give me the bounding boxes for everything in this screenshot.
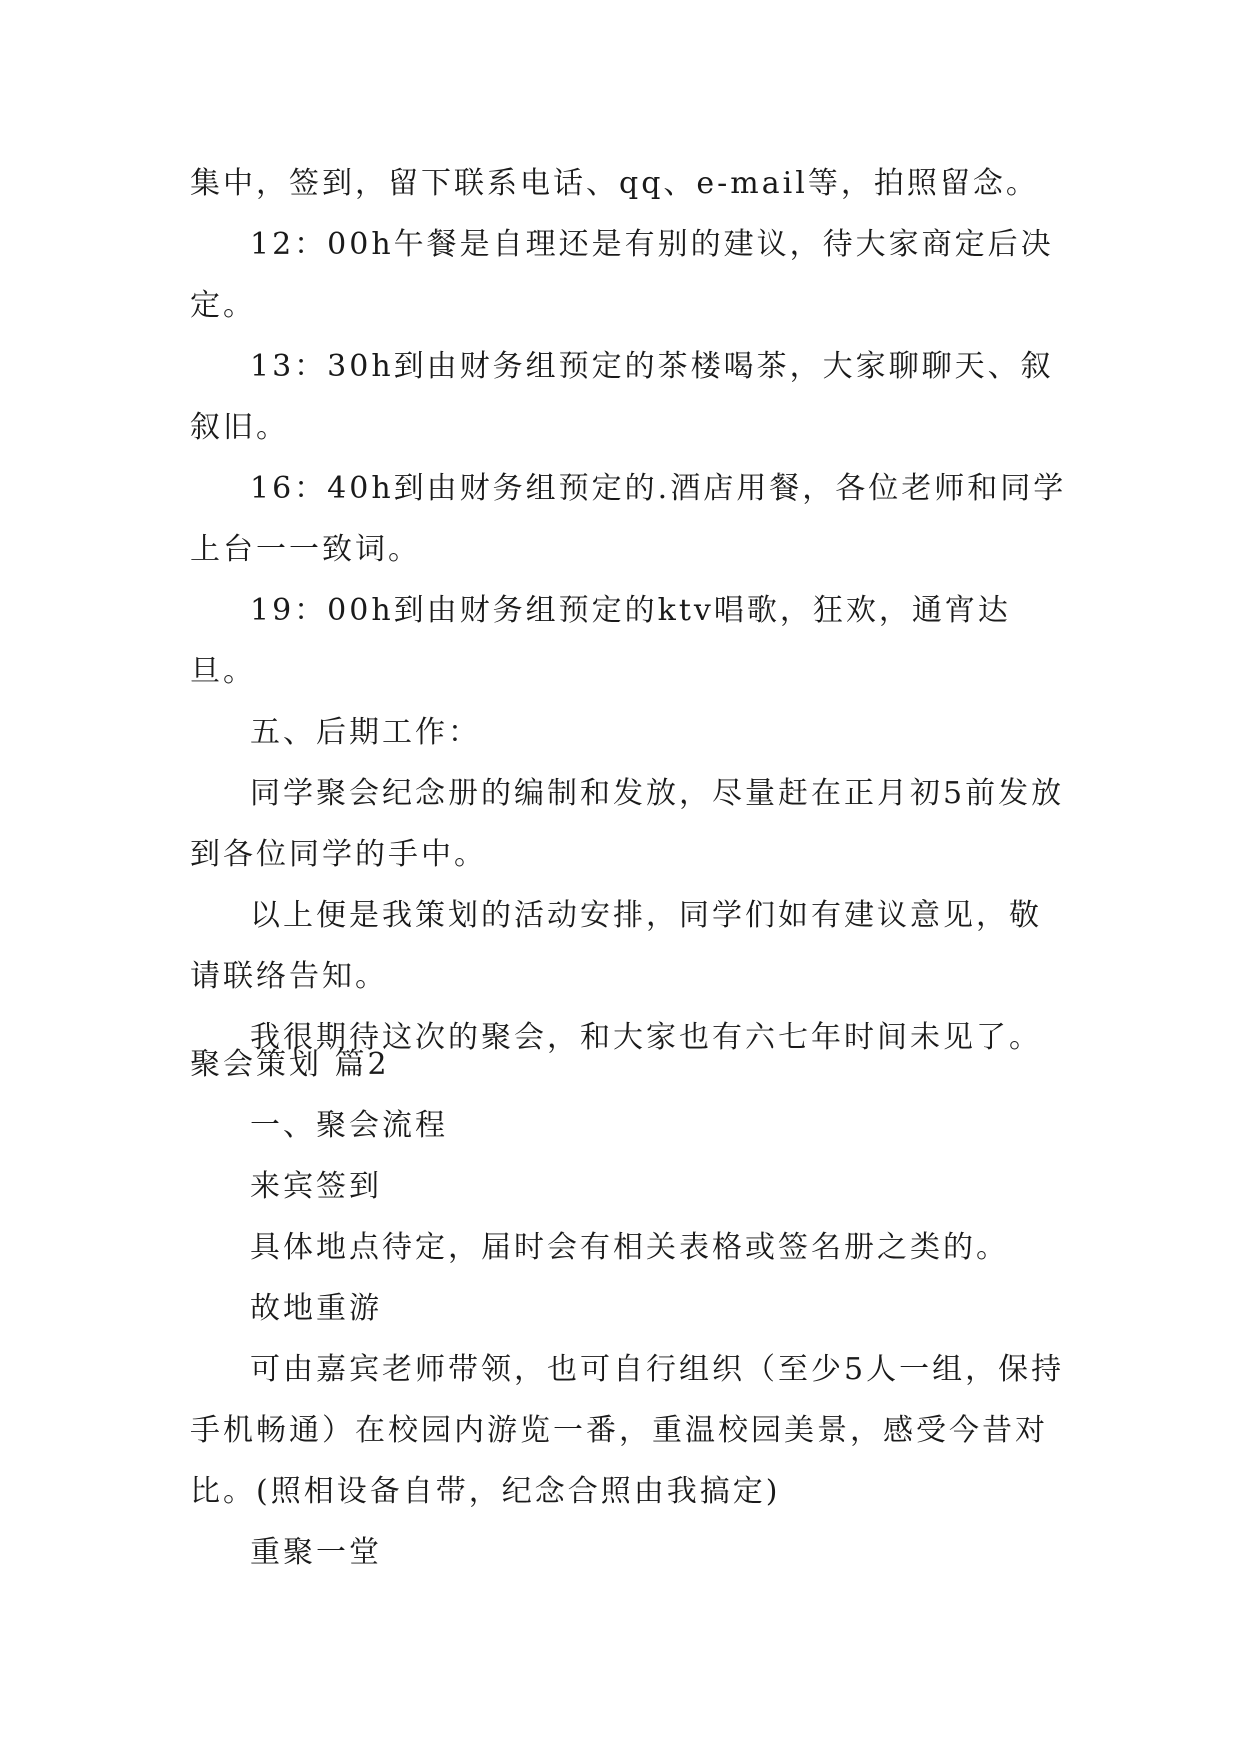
paragraph-ktv: 19：00h到由财务组预定的ktv唱歌，狂欢，通宵达旦。 (190, 593, 1011, 689)
heading-revisit-campus: 故地重游 (250, 1291, 382, 1326)
section-2-body (190, 1095, 1070, 1583)
heading-follow-up-work: 五、后期工作： (250, 715, 481, 750)
heading-reunion-gathering: 重聚一堂 (250, 1535, 382, 1570)
paragraph-suggestions: 以上便是我策划的活动安排，同学们如有建议意见，敬请联络告知。 (190, 898, 1042, 994)
paragraph-memorial-book: 同学聚会纪念册的编制和发放，尽量赶在正月初5前发放到各位同学的手中。 (190, 776, 1065, 872)
paragraph-dinner: 16：40h到由财务组预定的.酒店用餐，各位老师和同学上台一一致词。 (190, 471, 1067, 567)
section-2-title: 聚会策划 篇2 (190, 1047, 390, 1082)
section-1-body (190, 153, 1070, 1068)
heading-guest-check-in: 来宾签到 (250, 1169, 382, 1204)
paragraph-lunch: 12：00h午餐是自理还是有别的建议，待大家商定后决定。 (190, 227, 1054, 323)
paragraph-campus-tour: 可由嘉宾老师带领，也可自行组织（至少5人一组，保持手机畅通）在校园内游览一番，重温校园美景，感受今昔对比。(照相设备自带，纪念合照由我搞定) (190, 1352, 1065, 1509)
paragraph-check-in-location: 具体地点待定，届时会有相关表格或签名册之类的。 (250, 1230, 1009, 1265)
paragraph-check-in: 集中，签到，留下联系电话、qq、e-mail等，拍照留念。 (190, 166, 1039, 201)
paragraph-tea: 13：30h到由财务组预定的茶楼喝茶，大家聊聊天、叙叙旧。 (190, 349, 1054, 445)
heading-event-flow: 一、聚会流程 (250, 1108, 448, 1143)
paragraph-closing: 我很期待这次的聚会，和大家也有六七年时间未见了。 (250, 1020, 1042, 1055)
